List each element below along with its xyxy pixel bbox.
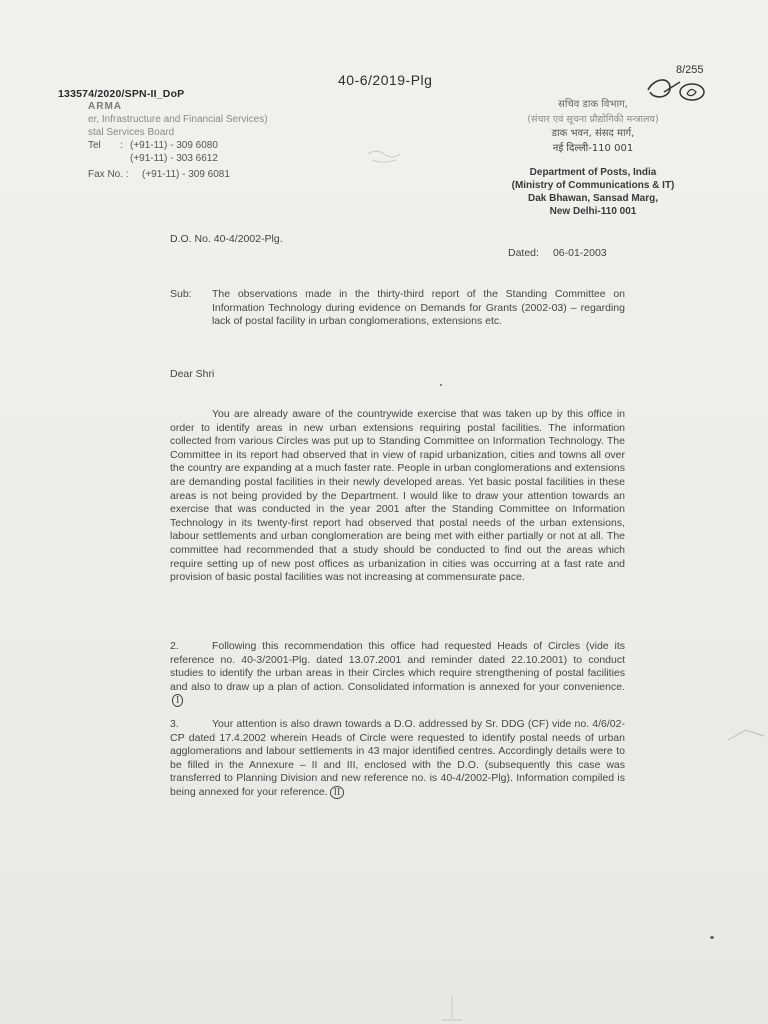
page-number: 8/255: [676, 64, 704, 76]
annexure-mark: I: [172, 694, 183, 707]
do-number: D.O. No. 40-4/2002-Plg.: [170, 233, 283, 245]
sender-fax: Fax No. : (+91-11) - 309 6081: [88, 169, 230, 180]
scan-artifact: [726, 726, 766, 756]
letter-date: Dated: 06-01-2003: [508, 247, 607, 259]
sender-designation: er, Infrastructure and Financial Services): [88, 114, 268, 125]
office-address-english: Department of Posts, India (Ministry of Communications & IT) Dak Bhawan, Sansad Marg, New Delhi-110 001: [511, 167, 675, 217]
faint-emblem-mark: [362, 140, 412, 170]
speck: [440, 384, 442, 386]
subject-line: Sub: The observations made in the thirty-third report of the Standing Committee on Information Technology during evidence on Demands for Grants (2002-03) – regarding lack of postal facility in urban conglomerations, extensions etc.: [170, 288, 625, 328]
paragraph-2: 2. Following this recommendation this office had requested Heads of Circles (vide its reference no. 40-3/2001-Plg. dated 13.07.2001 and reminder dated 22.10.2001) to conduct studies to identify the urban areas in their Circles which require strengthening of postal facilities and also to draw up a plan of action. Consolidated information is annexed for your convenience.I: [170, 640, 625, 707]
sender-telephone-2: (+91-11) - 303 6612: [130, 153, 218, 164]
scan-artifact: [432, 996, 472, 1024]
sender-board: stal Services Board: [88, 127, 175, 138]
sender-name: ARMA: [88, 101, 122, 112]
speck: [710, 936, 714, 939]
file-number: 40-6/2019-Plg: [338, 72, 433, 88]
paragraph-3: 3. Your attention is also drawn towards a D.O. addressed by Sr. DDG (CF) vide no. 4/6/02-CP dated 17.4.2002 wherein Heads of Circle were requested to identify postal needs of urban agglomerations and labour settlements in 43 major identified centres. Accordingly details were to be filled in the Annexure – II and III, enclosed with the D.O. (subsequently this case was transferred to Planning Division and new reference no. is 40-4/2002-Plg). Information compiled is being annexed for your reference. II: [170, 718, 625, 798]
sender-telephone-1: Tel : (+91-11) - 309 6080: [88, 140, 218, 151]
sender-block: [88, 100, 268, 181]
file-reference: 133574/2020/SPN-II_DoP: [58, 88, 185, 100]
annexure-mark: II: [330, 786, 345, 799]
office-address-hindi: सचिव डाक विभाग, (संचार एवं सूचना प्रौद्योगिकी मन्त्रालय) डाक भवन, संसद मार्ग, नई दिल्ली-110 001: [527, 99, 659, 154]
salutation: Dear Shri: [170, 368, 215, 380]
paragraph-1: You are already aware of the countrywide exercise that was taken up by this office in order to identify areas in new urban extensions requiring postal facilities. The information collected from various Circles was put up to Standing Committee on Information Technology. The Committee in its report had observed that in view of rapid urbanization, cities and towns all over the country are expanding at a much faster rate. People in urban conglomerations and extensions are demanding postal facilities in their newly developed areas. Yet basic postal facilities in these areas is not being provided by the Department. I would like to draw your attention towards an exercise that was conducted in the year 2001 after the Standing Committee on Information Technology in its twenty-first report had observed that postal needs of the urban extensions, labour settlements and urban conglomeration are being met with either partially or not at all. The committee had recommended that a study should be conducted to find out the areas which require setting up of new post offices as urbanization in cities was occurring at a fast rate and provision of basic postal facilities was not increasing at commensurate pace.: [170, 408, 625, 584]
